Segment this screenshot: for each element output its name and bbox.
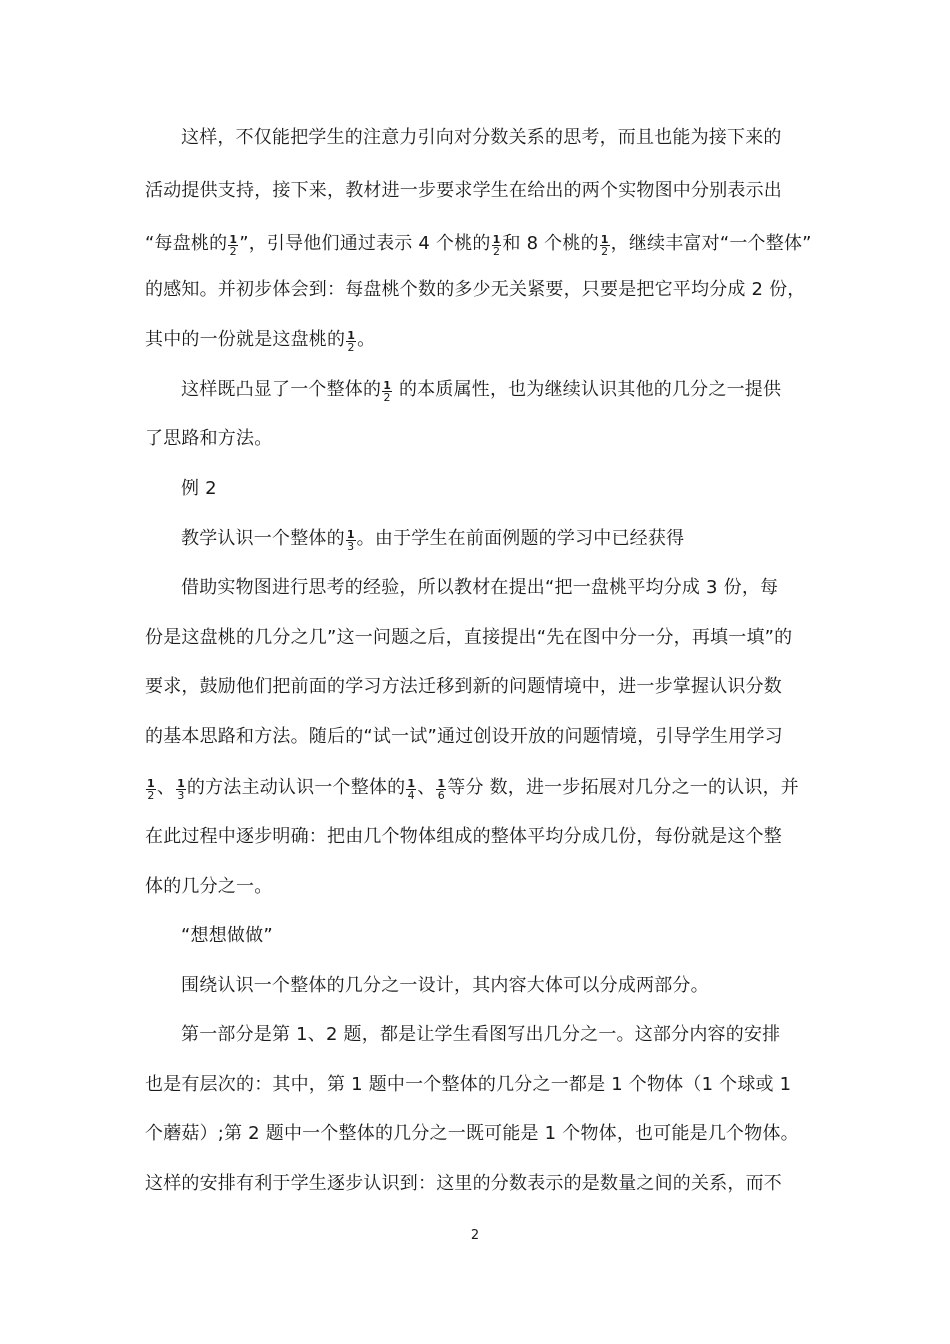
text-line: [145, 775, 807, 801]
fraction-denominator: 3: [177, 788, 185, 802]
page-number: 2: [470, 1228, 480, 1243]
fraction-denominator: 2: [601, 244, 609, 258]
fraction-numerator: 1: [147, 776, 155, 790]
fraction-one-half: [492, 234, 502, 257]
example-label: 例 2: [181, 478, 217, 499]
text-line: [181, 377, 807, 403]
text-line: 了思路和方法。: [145, 428, 273, 449]
fraction-numerator: 1: [229, 232, 238, 246]
fraction-denominator: 2: [347, 340, 355, 354]
fraction-numerator: 1: [177, 776, 185, 790]
text-segment: 等分 数，进一步拓展对几分之一的认识，并: [447, 777, 799, 798]
text-line: 这样，不仅能把学生的注意力引向对分数关系的思考，而且也能为接下来的: [181, 127, 782, 148]
fraction-denominator: 6: [437, 788, 445, 802]
fraction-one-sixth: [436, 778, 446, 801]
text-line: 要求，鼓励他们把前面的学习方法迁移到新的问题情境中，进一步掌握认识分数: [145, 676, 782, 697]
text-line: 在此过程中逐步明确：把由几个物体组成的整体平均分成几份，每份就是这个整: [145, 826, 782, 847]
text-line: 份是这盘桃的几分之几”这一问题之后，直接提出“先在图中分一分，再填一填”的: [145, 627, 793, 648]
text-line: [145, 327, 807, 353]
text-segment: 的本质属性，也为继续认识其他的几分之一提供: [393, 379, 782, 400]
fraction-one-quarter: [406, 778, 416, 801]
text-line: 的感知。并初步体会到：每盘桃个数的多少无关紧要，只要是把它平均分成 2 份，: [145, 279, 806, 300]
section-label: “想想做做”: [181, 925, 273, 946]
fraction-numerator: 1: [600, 232, 609, 246]
fraction-numerator: 1: [347, 328, 356, 342]
fraction-denominator: 2: [383, 390, 391, 404]
text-segment: 。: [357, 329, 376, 350]
text-line: 个蘑菇）;第 2 题中一个整体的几分之一既可能是 1 个物体，也可能是几个物体。: [145, 1123, 799, 1144]
fraction-denominator: 3: [347, 539, 355, 553]
fraction-numerator: 1: [437, 776, 446, 790]
fraction-one-half: [228, 234, 238, 257]
text-line: 体的几分之一。: [145, 876, 273, 897]
text-segment: 、: [417, 777, 436, 798]
fraction-one-half: [346, 330, 356, 353]
fraction-denominator: 2: [492, 244, 501, 258]
text-line: 借助实物图进行思考的经验，所以教材在提出“把一盘桃平均分成 3 份，每: [181, 577, 779, 598]
text-line: [181, 526, 807, 552]
fraction-denominator: 2: [229, 244, 237, 258]
text-line: 活动提供支持，接下来，教材进一步要求学生在给出的两个实物图中分别表示出: [145, 180, 782, 201]
fraction-one-half: [146, 778, 156, 801]
text-segment: 教学认识一个整体的: [181, 528, 345, 549]
text-line: 也是有层次的：其中，第 1 题中一个整体的几分之一都是 1 个物体（1 个球或 1: [145, 1074, 792, 1095]
text-segment: 其中的一份就是这盘桃的: [145, 329, 346, 350]
text-line: 围绕认识一个整体的几分之一设计，其内容大体可以分成两部分。: [181, 975, 709, 996]
text-line: 这样的安排有利于学生逐步认识到：这里的分数表示的是数量之间的关系，而不: [145, 1173, 782, 1194]
text-segment: 、: [156, 777, 176, 798]
fraction-one-half: [382, 380, 392, 403]
text-line: [145, 231, 812, 258]
text-segment: 的方法主动认识一个整体的: [186, 777, 406, 798]
fraction-denominator: 2: [147, 788, 155, 802]
fraction-numerator: 1: [492, 232, 501, 246]
fraction-one-third: [176, 778, 186, 801]
text-line: 的基本思路和方法。随后的“试一试”通过创设开放的问题情境，引导学生用学习: [145, 726, 783, 747]
text-segment: 和 8 个桃的: [502, 233, 599, 254]
fraction-numerator: 1: [407, 776, 416, 790]
text-segment: ，继续丰富对“一个整体”: [610, 233, 812, 254]
fraction-one-half: [600, 234, 610, 257]
text-line: 第一部分是第 1、2 题，都是让学生看图写出几分之一。这部分内容的安排: [181, 1024, 781, 1045]
text-segment: 这样既凸显了一个整体的: [181, 379, 382, 400]
text-segment: 。由于学生在前面例题的学习中已经获得: [356, 528, 685, 549]
fraction-numerator: 1: [383, 378, 392, 392]
fraction-denominator: 4: [407, 788, 415, 802]
fraction-one-third: [346, 529, 356, 552]
fraction-numerator: 1: [346, 527, 355, 541]
text-segment: ”，引导他们通过表示 4 个桃的: [239, 233, 491, 254]
text-segment: “每盘桃的: [145, 233, 228, 254]
